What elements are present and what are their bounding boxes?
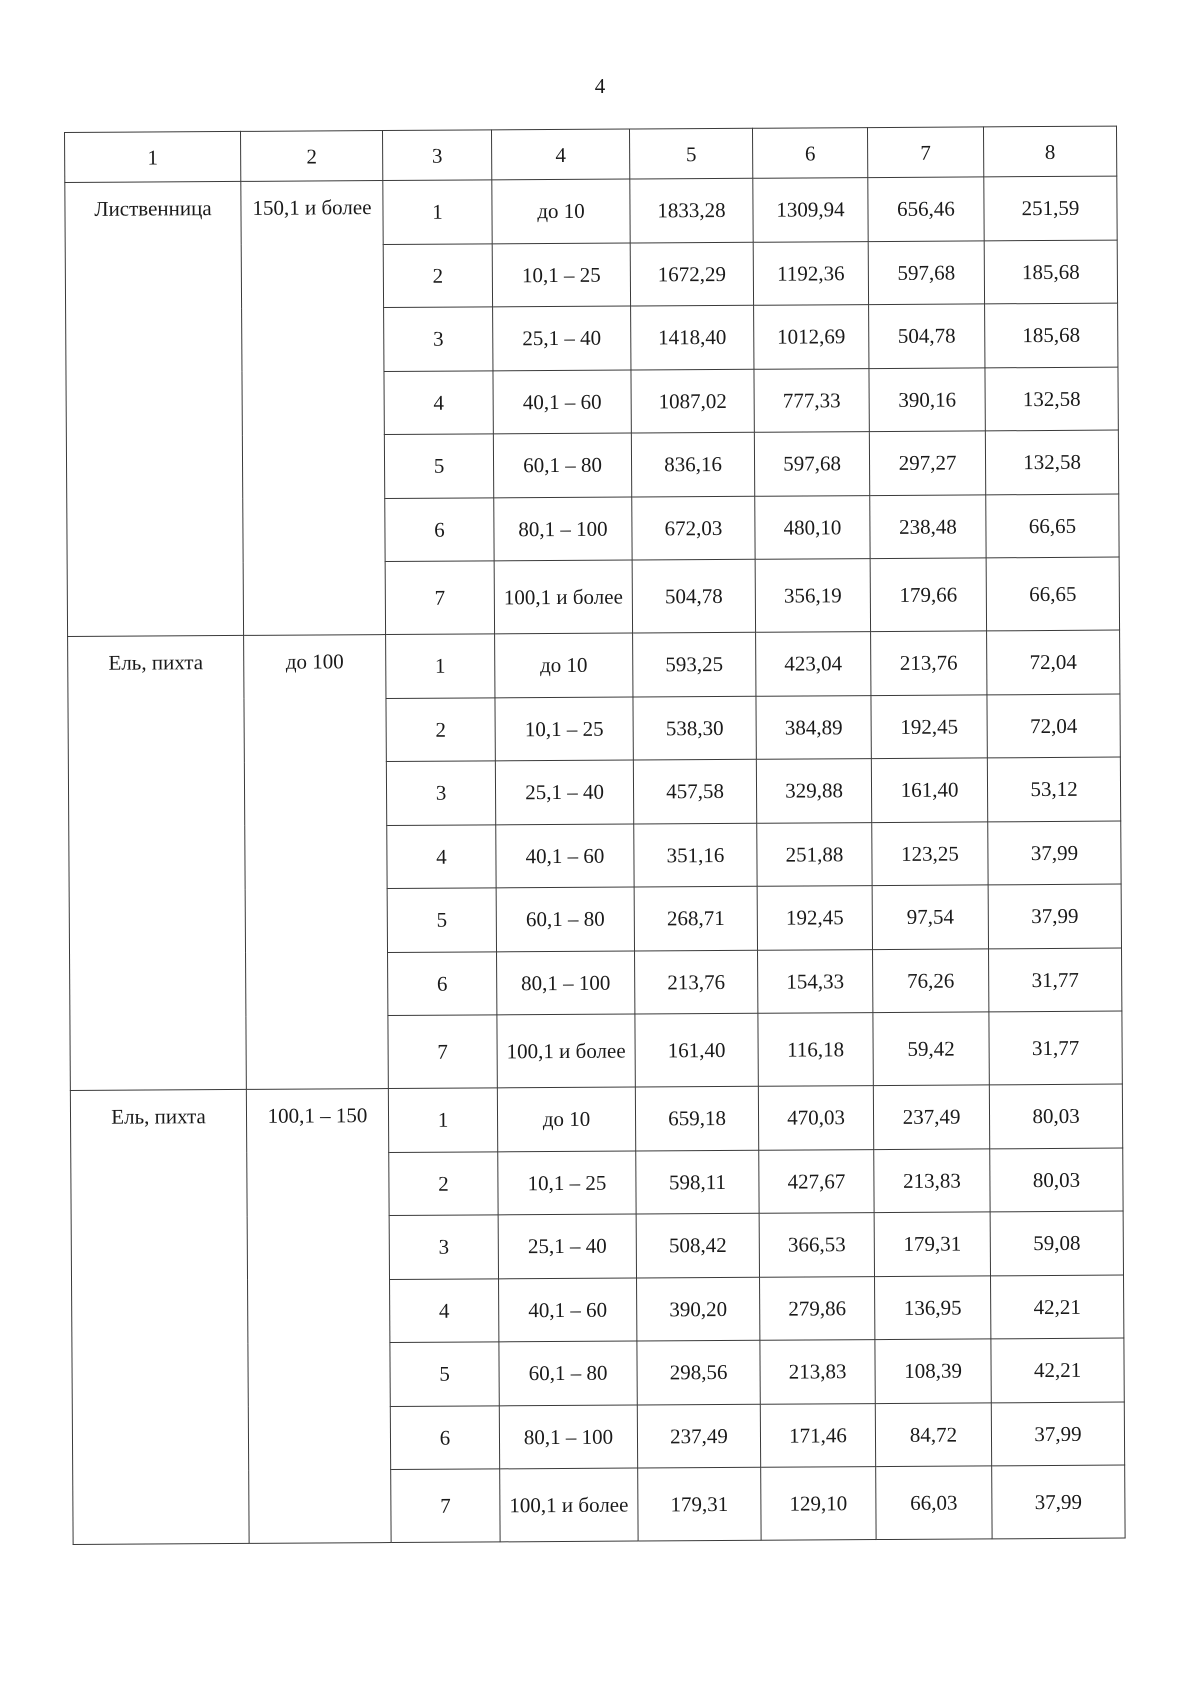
cell-c4: 60,1 – 80 (496, 887, 634, 951)
table-row (65, 176, 1117, 246)
species-cell: Ель, пихта (68, 635, 247, 1090)
cell-c7: 504,78 (869, 304, 985, 368)
cell-c8: 31,77 (989, 948, 1122, 1012)
age-class-cell: 150,1 и более (241, 181, 386, 636)
cell-c7: 192,45 (871, 694, 987, 758)
cell-c7: 237,49 (873, 1085, 989, 1149)
cell-c5: 268,71 (634, 886, 757, 950)
cell-c6: 116,18 (758, 1013, 873, 1087)
cell-c4: 100,1 и более (497, 1014, 635, 1088)
cell-c8: 37,99 (988, 884, 1121, 948)
cell-c7: 238,48 (870, 494, 986, 558)
cell-c4: до 10 (495, 633, 633, 697)
column-number-row (65, 126, 1117, 182)
cell-c6: 171,46 (760, 1403, 875, 1467)
cell-c5: 1087,02 (631, 369, 754, 433)
cell-c8: 185,68 (985, 303, 1118, 367)
cell-c5: 298,56 (637, 1340, 760, 1404)
cell-c5: 237,49 (637, 1404, 760, 1468)
cell-c4: 100,1 и более (500, 1468, 638, 1542)
cell-c3: 5 (390, 1342, 499, 1406)
cell-c6: 154,33 (758, 949, 873, 1013)
cell-c8: 37,99 (988, 821, 1121, 885)
cell-c3: 3 (386, 761, 495, 825)
cell-c3: 5 (384, 434, 493, 498)
column-number-header: 8 (983, 126, 1116, 177)
cell-c3: 7 (388, 1015, 497, 1089)
cell-c7: 123,25 (872, 821, 988, 885)
cell-c5: 213,76 (635, 950, 758, 1014)
cell-c5: 1672,29 (630, 242, 753, 306)
cell-c5: 1833,28 (630, 178, 753, 242)
age-class-cell: до 100 (244, 635, 389, 1090)
cell-c5: 351,16 (634, 823, 757, 887)
cell-c3: 6 (388, 951, 497, 1015)
cell-c5: 457,58 (633, 759, 756, 823)
cell-c4: 25,1 – 40 (493, 306, 631, 370)
cell-c8: 132,58 (985, 430, 1118, 494)
cell-c7: 179,31 (874, 1212, 990, 1276)
cell-c4: 40,1 – 60 (499, 1278, 637, 1342)
cell-c6: 427,67 (759, 1149, 874, 1213)
cell-c7: 179,66 (870, 558, 986, 632)
cell-c6: 384,89 (756, 695, 871, 759)
column-number-header: 7 (867, 127, 983, 178)
cell-c8: 53,12 (987, 757, 1120, 821)
cell-c5: 659,18 (635, 1086, 758, 1150)
cell-c3: 6 (390, 1405, 499, 1469)
cell-c6: 470,03 (758, 1086, 873, 1150)
cell-c7: 597,68 (868, 240, 984, 304)
cell-c6: 1192,36 (753, 241, 868, 305)
column-number-header: 5 (629, 128, 752, 179)
cell-c8: 66,65 (986, 494, 1119, 558)
cell-c7: 136,95 (875, 1275, 991, 1339)
cell-c7: 84,72 (875, 1402, 991, 1466)
cell-c3: 1 (388, 1088, 497, 1152)
cell-c3: 6 (385, 497, 494, 561)
cell-c4: 100,1 и более (494, 560, 632, 634)
cell-c5: 538,30 (633, 696, 756, 760)
cell-c4: 25,1 – 40 (498, 1214, 636, 1278)
cell-c7: 213,83 (874, 1148, 990, 1212)
cell-c5: 1418,40 (631, 305, 754, 369)
cell-c6: 129,10 (761, 1467, 876, 1541)
cell-c5: 593,25 (633, 632, 756, 696)
cell-c8: 251,59 (984, 176, 1117, 240)
column-number-header: 3 (382, 130, 491, 181)
cell-c5: 179,31 (638, 1467, 761, 1541)
cell-c8: 80,03 (989, 1084, 1122, 1148)
cell-c4: 80,1 – 100 (494, 497, 632, 561)
cell-c5: 836,16 (631, 432, 754, 496)
cell-c5: 598,11 (636, 1150, 759, 1214)
cell-c6: 356,19 (755, 559, 870, 633)
cell-c7: 161,40 (871, 758, 987, 822)
column-number-header: 4 (491, 129, 629, 180)
column-number-header: 1 (65, 131, 241, 182)
cell-c4: 60,1 – 80 (493, 433, 631, 497)
cell-c3: 4 (384, 370, 493, 434)
cell-c6: 480,10 (755, 495, 870, 559)
cell-c7: 59,42 (873, 1012, 989, 1086)
cell-c6: 279,86 (760, 1276, 875, 1340)
page-number: 4 (594, 74, 606, 98)
cell-c7: 108,39 (875, 1339, 991, 1403)
cell-c4: 10,1 – 25 (495, 697, 633, 761)
cell-c3: 3 (389, 1215, 498, 1279)
cell-c4: 25,1 – 40 (495, 760, 633, 824)
cell-c4: 80,1 – 100 (497, 951, 635, 1015)
cell-c7: 213,76 (871, 631, 987, 695)
table-row (70, 1084, 1122, 1154)
cell-c6: 366,53 (759, 1213, 874, 1277)
cell-c8: 42,21 (991, 1275, 1124, 1339)
cell-c4: 40,1 – 60 (496, 824, 634, 888)
cell-c6: 777,33 (754, 368, 869, 432)
cell-c7: 66,03 (876, 1466, 992, 1540)
cell-c8: 185,68 (984, 240, 1117, 304)
cell-c6: 1012,69 (754, 305, 869, 369)
cell-c6: 329,88 (756, 759, 871, 823)
cell-c7: 297,27 (869, 431, 985, 495)
cell-c7: 656,46 (868, 177, 984, 241)
cell-c5: 161,40 (635, 1013, 758, 1087)
cell-c6: 597,68 (754, 432, 869, 496)
cell-c4: 80,1 – 100 (499, 1405, 637, 1469)
cell-c8: 72,04 (987, 630, 1120, 694)
cell-c8: 132,58 (985, 367, 1118, 431)
cell-c8: 31,77 (989, 1011, 1122, 1085)
cell-c3: 2 (383, 243, 492, 307)
cell-c7: 97,54 (872, 885, 988, 949)
cell-c8: 72,04 (987, 694, 1120, 758)
cell-c4: до 10 (492, 179, 630, 243)
cell-c8: 59,08 (990, 1211, 1123, 1275)
cell-c8: 37,99 (991, 1402, 1124, 1466)
cell-c6: 251,88 (757, 822, 872, 886)
column-number-header: 6 (752, 128, 867, 179)
cell-c4: 10,1 – 25 (498, 1151, 636, 1215)
rates-table (64, 126, 1126, 1545)
species-cell: Лиственница (65, 181, 244, 636)
cell-c3: 4 (390, 1278, 499, 1342)
column-number-header: 2 (240, 131, 382, 182)
cell-c5: 672,03 (632, 496, 755, 560)
cell-c5: 390,20 (637, 1277, 760, 1341)
cell-c6: 423,04 (756, 632, 871, 696)
cell-c3: 3 (384, 307, 493, 371)
cell-c3: 7 (391, 1469, 500, 1543)
cell-c8: 66,65 (986, 557, 1119, 631)
cell-c3: 7 (385, 561, 494, 635)
cell-c3: 5 (387, 888, 496, 952)
cell-c3: 2 (389, 1151, 498, 1215)
cell-c6: 213,83 (760, 1340, 875, 1404)
cell-c7: 390,16 (869, 367, 985, 431)
species-cell: Ель, пихта (70, 1089, 249, 1544)
cell-c4: 10,1 – 25 (492, 243, 630, 307)
cell-c5: 504,78 (632, 559, 755, 633)
cell-c3: 4 (387, 824, 496, 888)
cell-c4: до 10 (497, 1087, 635, 1151)
cell-c3: 2 (386, 697, 495, 761)
cell-c3: 1 (386, 634, 495, 698)
cell-c6: 192,45 (757, 886, 872, 950)
cell-c7: 76,26 (873, 948, 989, 1012)
cell-c5: 508,42 (636, 1213, 759, 1277)
cell-c4: 60,1 – 80 (499, 1341, 637, 1405)
cell-c3: 1 (383, 180, 492, 244)
cell-c6: 1309,94 (753, 178, 868, 242)
cell-c8: 42,21 (991, 1338, 1124, 1402)
cell-c8: 80,03 (990, 1148, 1123, 1212)
age-class-cell: 100,1 – 150 (246, 1089, 391, 1544)
cell-c4: 40,1 – 60 (493, 370, 631, 434)
cell-c8: 37,99 (992, 1465, 1125, 1539)
table-row (68, 630, 1120, 700)
